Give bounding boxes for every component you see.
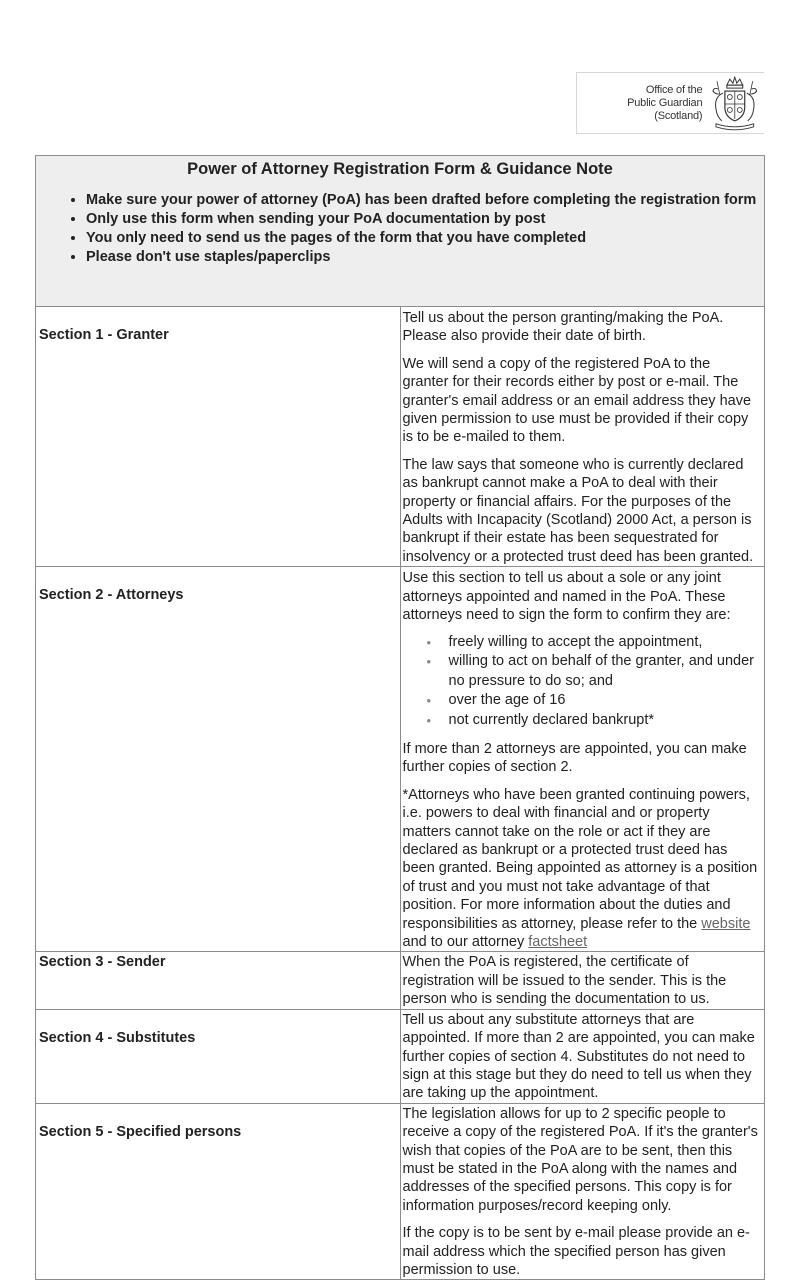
attorney-requirements-list — [403, 633, 761, 731]
header-bullet: • You only need to send us the pages of the form that you have completed — [86, 229, 764, 248]
section-1-row — [36, 307, 765, 567]
section-5-para-2: If the copy is to be sent by e-mail please provide an e-mail address which the specified person has given permission to use. — [402, 1225, 750, 1278]
header-bullet-list — [36, 191, 764, 267]
royal-crest-icon — [708, 75, 762, 131]
section-1-para-2: We will send a copy of the registered PoA to the granter for their records either by post or e-mail. The granter's email address or an email address they have given permission to use must be provided if their copy is to be e-mailed to them. — [402, 355, 752, 446]
section-4-content — [400, 1009, 765, 1103]
section-2-para-3-middle: and to our attorney — [402, 934, 525, 951]
logo-text — [577, 84, 702, 123]
section-3-para-1: When the PoA is registered, the certificate of registration will be issued to the sender. This is the person who is sending the documentation to us. — [402, 954, 727, 1008]
website-link[interactable]: website — [701, 915, 751, 932]
opg-logo — [576, 72, 764, 134]
header-bullet: • Please don't use staples/paperclips — [86, 248, 764, 267]
section-4-row — [36, 1009, 765, 1103]
section-1-content — [400, 307, 765, 567]
page-title: Power of Attorney Registration Form & Guidance Note — [187, 160, 613, 178]
list-item: • not currently declared bankrupt* — [449, 711, 761, 731]
list-item: • over the age of 16 — [449, 691, 761, 711]
section-2-para-2: If more than 2 attorneys are appointed, you can make further copies of section 2. — [402, 741, 747, 776]
section-4-label — [36, 1009, 401, 1103]
factsheet-link[interactable]: factsheet — [528, 934, 588, 951]
section-1-label-text: Section 1 - Granter — [39, 327, 169, 343]
list-item: • willing to act on behalf of the granter, and under no pressure to do so; and — [449, 652, 761, 691]
guidance-table — [35, 155, 765, 1280]
section-4-label-text: Section 4 - Substitutes — [39, 1029, 196, 1046]
logo-line-1: Office of the — [645, 83, 703, 96]
section-5-label — [36, 1103, 401, 1280]
section-2-label-text: Section 2 - Attorneys — [39, 587, 184, 604]
section-3-label-text: Section 3 - Sender — [39, 954, 166, 971]
section-5-para-1: The legislation allows for up to 2 specific people to receive a copy of the registered PoA. If it's the granter's wish that copies of the PoA are to be sent, then this must be stated in the PoA along with the names and addresses of the specified persons. This copy is for information purposes/record keeping only. — [402, 1105, 758, 1214]
header-panel — [36, 156, 765, 307]
section-2-row — [36, 567, 765, 952]
section-1-para-3: The law says that someone who is currently declared as bankrupt cannot make a PoA to deal with their property or financial affairs. For the purposes of the Adults with Incapacity (Scotland) 2000 Act, a person is bankrupt if their estate has been sequestrated for insolvency or a protected trust deed has been granted. — [402, 456, 754, 565]
section-3-content — [400, 952, 765, 1009]
section-1-para-1: Tell us about the person granting/making the PoA. Please also provide their date of birth. — [402, 310, 724, 345]
section-1-label — [36, 307, 401, 567]
section-5-row — [36, 1103, 765, 1280]
header-bullet: • Only use this form when sending your PoA documentation by post — [86, 210, 764, 229]
section-3-row — [36, 952, 765, 1009]
section-4-para-1: Tell us about any substitute attorneys that are appointed. If more than 2 are appointed, you can make further copies of section 4. Substitutes do not need to sign at this stage but they do need to tell us when they are taking up the appointment. — [402, 1011, 755, 1102]
section-2-content — [400, 567, 765, 952]
list-item: • freely willing to accept the appointment, — [449, 633, 761, 653]
section-5-label-text: Section 5 - Specified persons — [39, 1123, 242, 1140]
logo-line-2: Public Guardian (Scotland) — [627, 96, 703, 122]
section-5-content — [400, 1103, 765, 1280]
header-bullet: • Make sure your power of attorney (PoA) has been drafted before completing the registration form — [86, 191, 764, 210]
section-2-para-1: Use this section to tell us about a sole or any joint attorneys appointed and named in the PoA. These attorneys need to sign the form to confirm they are: — [402, 570, 731, 624]
section-2-para-3-text: *Attorneys who have been granted continuing powers, i.e. powers to deal with financial and or property matters cannot take on the role or act if they are declared as bankrupt or a protected trust deed has been granted. Being appointed as attorney is a position of trust and you must not take advantage of that position. For more information about the duties and responsibilities as attorney, please refer to the — [402, 786, 758, 932]
section-2-para-3 — [403, 786, 761, 952]
section-3-label — [36, 952, 401, 1009]
section-2-label — [36, 567, 401, 952]
